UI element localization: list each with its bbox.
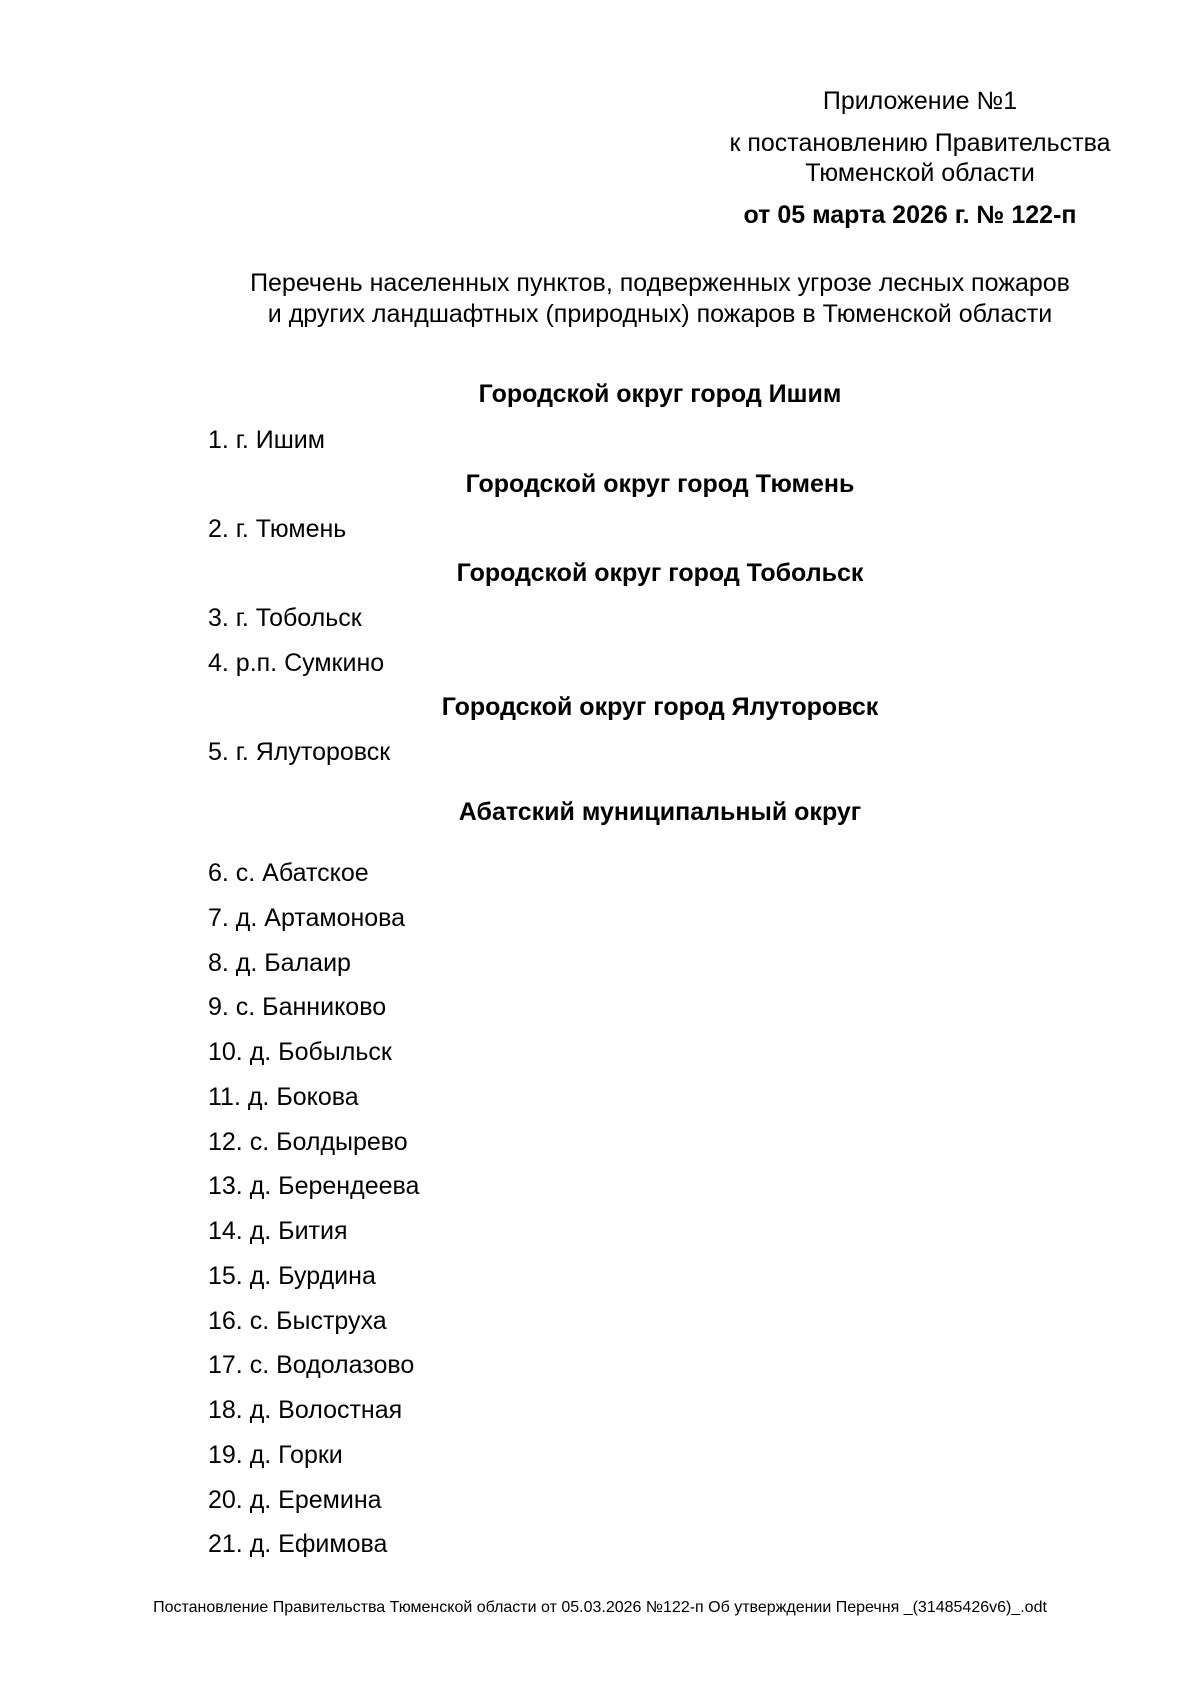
list-item: 11. д. Бокова	[208, 1083, 359, 1111]
list-item: 17. с. Водолазово	[208, 1351, 415, 1379]
document-title	[200, 268, 1120, 330]
list-item: 16. с. Быструха	[208, 1307, 387, 1335]
list-item: 13. д. Берендеева	[208, 1172, 420, 1200]
list-item: 19. д. Горки	[208, 1441, 343, 1469]
list-item: 9. с. Банниково	[208, 993, 387, 1021]
list-item: 8. д. Балаир	[208, 949, 351, 977]
document-footer: Постановление Правительства Тюменской области от 05.03.2026 №122-п Об утверждении Перечня _(31485426v6)_.odt	[153, 1599, 1047, 1616]
list-item: 21. д. Ефимова	[208, 1530, 388, 1558]
section-heading-tobolsk: Городской округ город Тобольск	[456, 559, 864, 587]
list-item: 1. г. Ишим	[208, 426, 325, 454]
list-item: 2. г. Тюмень	[208, 515, 347, 543]
list-item: 4. р.п. Сумкино	[208, 649, 385, 677]
list-item: 3. г. Тобольск	[208, 604, 362, 632]
list-item: 6. с. Абатское	[208, 859, 369, 887]
appendix-reference-line1: к постановлению Правительства	[729, 129, 1111, 157]
document-title-line2: и других ландшафтных (природных) пожаров в Тюменской области	[267, 300, 1053, 328]
list-item: 15. д. Бурдина	[208, 1262, 376, 1290]
section-heading-yalutorovsk: Городской округ город Ялуторовск	[441, 693, 879, 721]
section-heading-ishim: Городской округ город Ишим	[478, 380, 842, 408]
section-heading-tyumen: Городской округ город Тюмень	[465, 470, 855, 498]
appendix-title: Приложение №1	[822, 87, 1018, 115]
list-item: 10. д. Бобыльск	[208, 1038, 392, 1066]
appendix-date-number: от 05 марта 2026 г. № 122-п	[743, 201, 1077, 229]
appendix-reference	[700, 128, 1140, 188]
appendix-reference-line2: Тюменской области	[805, 159, 1035, 187]
list-item: 20. д. Еремина	[208, 1486, 382, 1514]
list-item: 7. д. Артамонова	[208, 904, 406, 932]
list-item: 5. г. Ялуторовск	[208, 738, 391, 766]
section-heading-abatsky: Абатский муниципальный округ	[458, 798, 862, 826]
document-title-line1: Перечень населенных пунктов, подверженных угрозе лесных пожаров	[250, 269, 1070, 297]
list-item: 12. с. Болдырево	[208, 1128, 408, 1156]
list-item: 18. д. Волостная	[208, 1396, 403, 1424]
list-item: 14. д. Бития	[208, 1217, 348, 1245]
